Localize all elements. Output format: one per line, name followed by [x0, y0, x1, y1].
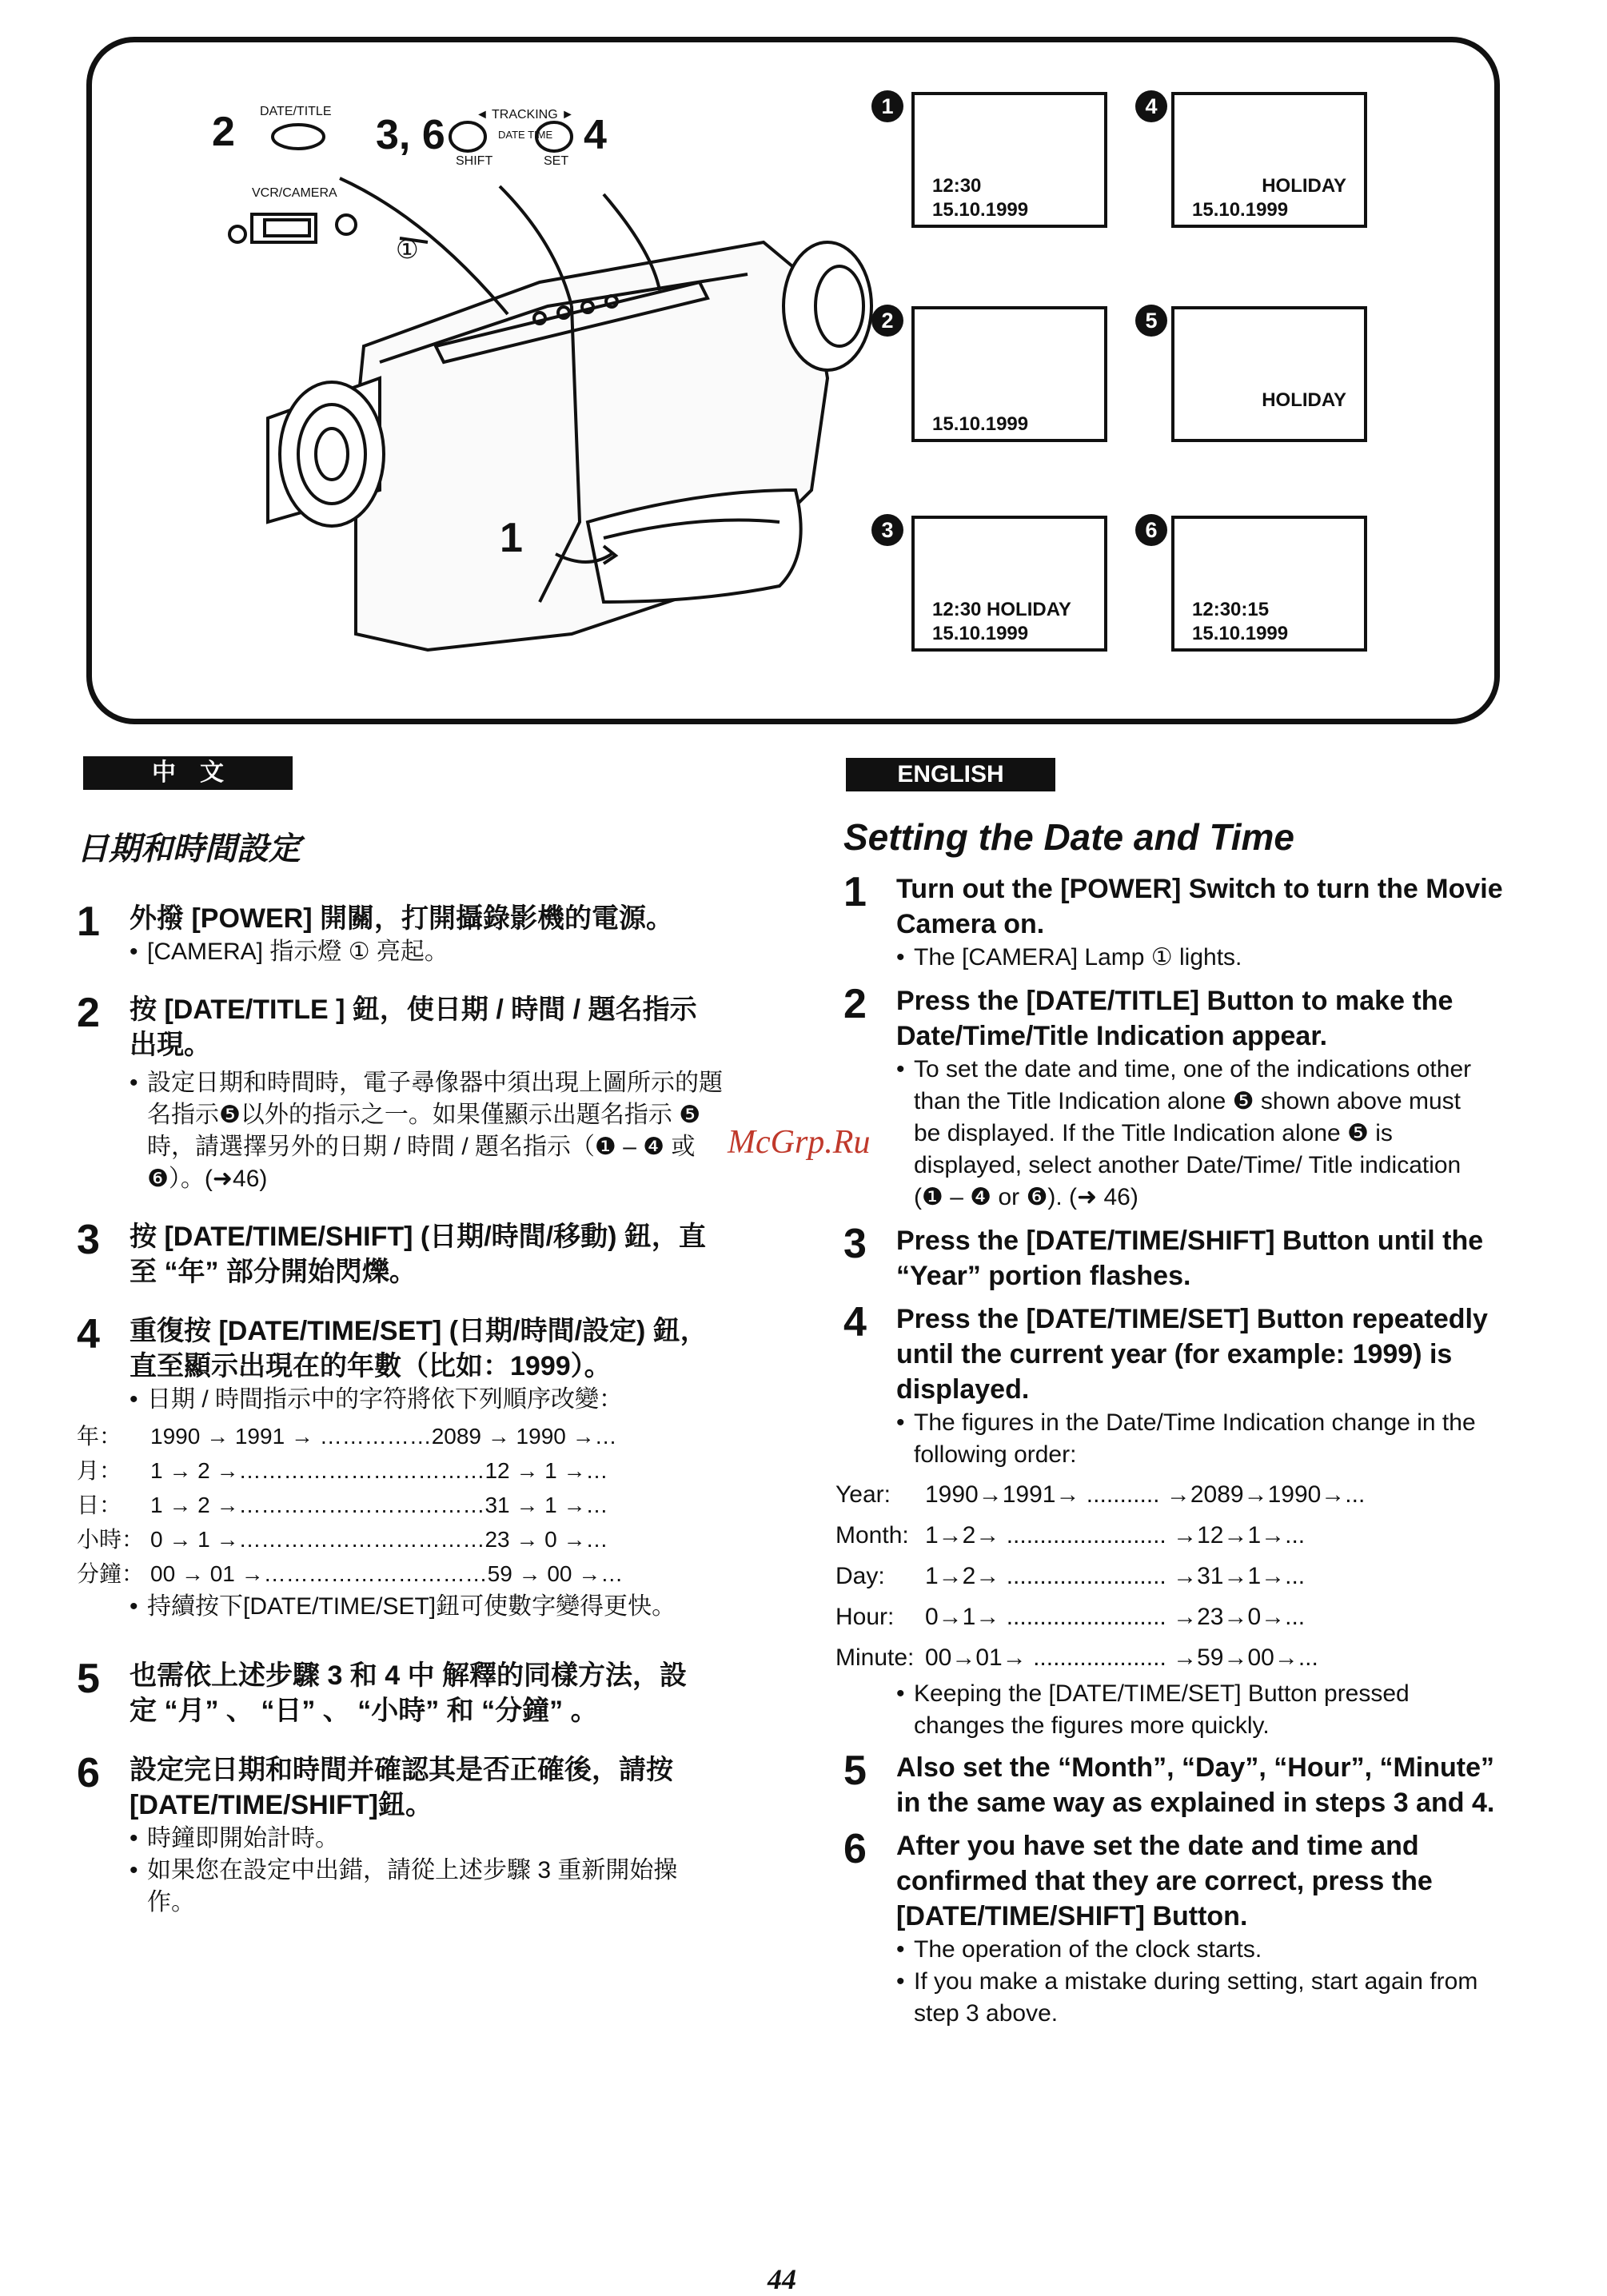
zh-step-bullet: • [CAMERA] 指示燈 ① 亮起。	[130, 936, 732, 968]
screen-5-line2: HOLIDAY	[1262, 389, 1346, 411]
step-1-marker: 1	[500, 515, 523, 561]
en-seq-value: 0→1→ ........................ →23→0→...	[925, 1604, 1306, 1630]
zh-step-heading: 重復按 [DATE/TIME/SET] (日期/時間/設定) 鈕，直至顯示出現在的年數（比如：1999）。	[130, 1316, 708, 1381]
en-step-heading: After you have set the date and time and confirmed that they are correct, press the [DATE/TIME/SHIFT] Button.	[896, 1831, 1433, 1931]
screen-3-line1: 12:30 HOLIDAY	[932, 599, 1071, 620]
zh-step-heading: 按 [DATE/TIME/SHIFT] (日期/時間/移動) 鈕，直至 “年” 部分開始閃爍。	[130, 1222, 706, 1287]
screen-6	[1171, 516, 1367, 652]
en-step-6	[843, 1828, 1547, 2030]
tracking-label: ◄ TRACKING ►	[476, 108, 574, 122]
en-step-bullet: • The operation of the clock starts.	[896, 1934, 1547, 1966]
en-seq-key: Month:	[835, 1522, 909, 1549]
zh-seq-row	[77, 1557, 732, 1591]
en-seq-key: Hour:	[835, 1604, 895, 1630]
screen-3	[911, 516, 1107, 652]
date-title-button-label: DATE/TITLE	[260, 105, 332, 118]
camera-lamp-callout: ①	[396, 235, 419, 264]
en-step-number: 1	[843, 869, 867, 915]
zh-step-2	[77, 992, 732, 1195]
zh-step-heading: 設定完日期和時間并確認其是否正確後，請按 [DATE/TIME/SHIFT]鈕。	[130, 1755, 673, 1820]
vcr-camera-label: VCR/CAMERA	[252, 186, 337, 200]
screen-2	[911, 306, 1107, 442]
zh-seq-value: 1990 → 1991 → ……………2089 → 1990 →…	[150, 1424, 617, 1449]
english-title: Setting the Date and Time	[843, 816, 1295, 858]
en-seq-key: Minute:	[835, 1644, 915, 1671]
zh-seq-value: 00 → 01 →…………………………59 → 00 →…	[150, 1561, 624, 1586]
zh-step-number: 6	[77, 1750, 100, 1796]
zh-seq-row	[77, 1522, 732, 1557]
screen-badge-5: 5	[1135, 305, 1167, 337]
watermark: McGrp.Ru	[728, 1124, 871, 1161]
zh-seq-row	[77, 1453, 732, 1488]
screen-badge-2: 2	[871, 305, 903, 337]
screen-5	[1171, 306, 1367, 442]
en-seq-value: 1990→1991→ ........... →2089→1990→...	[925, 1481, 1366, 1508]
zh-seq-key: 年：	[77, 1424, 122, 1449]
zh-step-6	[77, 1752, 732, 1919]
zh-step-number: 3	[77, 1217, 100, 1263]
shift-label: SHIFT	[456, 154, 493, 168]
en-step-4	[843, 1301, 1547, 1471]
english-section-tag: ENGLISH	[846, 758, 1055, 791]
en-step-5	[843, 1750, 1547, 1820]
en-step-2	[843, 983, 1547, 1214]
en-step-bullet: • The figures in the Date/Time Indication change in the following order:	[896, 1407, 1489, 1471]
screen-badge-1: 1	[871, 90, 903, 122]
zh-step-number: 1	[77, 899, 100, 945]
screen-4	[1171, 92, 1367, 228]
en-step-number: 2	[843, 981, 867, 1027]
en-step-heading: Also set the “Month”, “Day”, “Hour”, “Minute” in the same way as explained in steps 3 and 4.	[896, 1752, 1495, 1818]
chinese-column	[77, 823, 732, 1919]
step-3-6-marker: 3, 6	[376, 112, 445, 158]
screen-6-line1: 12:30:15	[1192, 599, 1270, 620]
en-step-heading: Press the [DATE/TITLE] Button to make the Date/Time/Title Indication appear.	[896, 986, 1453, 1051]
zh-step-bullet: • 日期 / 時間指示中的字符將依下列順序改變：	[130, 1384, 732, 1416]
zh-seq-key: 月：	[77, 1458, 122, 1483]
en-step-bullet: • If you make a mistake during setting, start again from step 3 above.	[896, 1966, 1489, 2030]
screen-3-line2: 15.10.1999	[932, 623, 1029, 644]
zh-after-sequence-note: • 持續按下[DATE/TIME/SET]鈕可使數字變得更快。	[130, 1591, 732, 1623]
chinese-title: 日期和時間設定	[77, 831, 301, 867]
screen-6-line2: 15.10.1999	[1192, 623, 1289, 644]
zh-step-5	[77, 1658, 732, 1728]
zh-seq-value: 1 → 2 →……………………………31 → 1 →…	[150, 1493, 608, 1517]
en-step-1	[843, 871, 1547, 974]
zh-step-number: 5	[77, 1656, 100, 1702]
screen-badge-3: 3	[871, 514, 903, 546]
zh-step-bullet: • 設定日期和時間時，電子尋像器中須出現上圖所示的題名指示❺以外的指示之一。如果僅顯示出題名指示 ❺ 時，請選擇另外的日期 / 時間 / 題名指示（❶ – ❹ 或 ❻）。(➜46)	[130, 1067, 723, 1195]
zh-seq-row	[77, 1488, 732, 1522]
en-step-number: 3	[843, 1221, 867, 1267]
en-sequence-table	[835, 1474, 1547, 1742]
date-time-label: DATE TIME	[498, 129, 553, 141]
zh-step-bullet: • 時鐘即開始計時。	[130, 1823, 732, 1855]
en-step-heading: Press the [DATE/TIME/SET] Button repeatedly until the current year (for example: 1999) is displayed.	[896, 1304, 1488, 1405]
zh-seq-value: 0 → 1 →……………………………23 → 0 →…	[150, 1527, 608, 1552]
zh-step-number: 4	[77, 1311, 100, 1357]
en-seq-key: Year:	[835, 1481, 891, 1508]
en-after-sequence-note: • Keeping the [DATE/TIME/SET] Button pressed changes the figures more quickly.	[896, 1678, 1473, 1742]
en-step-heading: Turn out the [POWER] Switch to turn the Movie Camera on.	[896, 874, 1503, 939]
zh-seq-key: 分鐘：	[77, 1561, 145, 1586]
english-column	[835, 815, 1547, 2030]
chinese-section-tag: 中 文	[83, 756, 293, 790]
en-seq-row	[835, 1515, 1547, 1556]
screen-2-line2: 15.10.1999	[932, 413, 1029, 435]
zh-step-heading: 也需依上述步驟 3 和 4 中 解釋的同樣方法，設定 “月” 、 “日” 、 “小時” 和 “分鐘” 。	[130, 1660, 688, 1726]
en-step-number: 4	[843, 1299, 867, 1345]
en-seq-key: Day:	[835, 1563, 885, 1589]
en-step-number: 6	[843, 1826, 867, 1872]
en-step-heading: Press the [DATE/TIME/SHIFT] Button until the “Year” portion flashes.	[896, 1226, 1484, 1291]
en-seq-value: 00→01→ .................... →59→00→...	[925, 1644, 1318, 1671]
step-2-marker: 2	[212, 109, 235, 155]
set-label: SET	[544, 154, 569, 168]
zh-step-heading: 按 [DATE/TITLE ] 鈕，使日期 / 時間 / 題名指示出現。	[130, 995, 697, 1060]
en-seq-value: 1→2→ ........................ →12→1→...	[925, 1522, 1306, 1549]
zh-step-heading: 外撥 [POWER] 開關，打開攝錄影機的電源。	[130, 903, 673, 934]
illustration-panel	[86, 37, 1500, 724]
zh-seq-row	[77, 1419, 732, 1453]
screen-badge-6: 6	[1135, 514, 1167, 546]
en-seq-value: 1→2→ ........................ →31→1→...	[925, 1563, 1306, 1589]
zh-step-number: 2	[77, 990, 100, 1036]
screen-4-line1: HOLIDAY	[1262, 175, 1346, 197]
zh-seq-key: 日：	[77, 1493, 122, 1517]
zh-step-4	[77, 1313, 732, 1416]
en-step-bullet: • To set the date and time, one of the indications other than the Title Indication alone ❺ shown above must be displayed. If the Title Indication alone ❺ is displayed, select another Date/Time/ Title indication (❶ – ❹ or ❻). (➜ 46)	[896, 1054, 1473, 1214]
screen-1	[911, 92, 1107, 228]
zh-sequence-table	[77, 1419, 732, 1623]
zh-seq-key: 小時：	[77, 1527, 145, 1552]
zh-step-3	[77, 1219, 732, 1290]
screen-badge-4: 4	[1135, 90, 1167, 122]
zh-step-1	[77, 901, 732, 968]
screen-1-line1: 12:30	[932, 175, 982, 197]
en-seq-row	[835, 1474, 1547, 1515]
en-seq-row	[835, 1637, 1547, 1678]
zh-step-bullet: • 如果您在設定中出錯，請從上述步驟 3 重新開始操作。	[130, 1855, 723, 1919]
zh-seq-value: 1 → 2 →……………………………12 → 1 →…	[150, 1458, 608, 1483]
page-number: 44	[768, 2263, 796, 2295]
screen-1-line2: 15.10.1999	[932, 199, 1029, 221]
en-step-3	[843, 1223, 1547, 1293]
en-seq-row	[835, 1596, 1547, 1637]
en-seq-row	[835, 1556, 1547, 1596]
screen-4-line2: 15.10.1999	[1192, 199, 1289, 221]
en-step-bullet: • The [CAMERA] Lamp ① lights.	[896, 942, 1547, 974]
en-step-number: 5	[843, 1748, 867, 1794]
step-4-marker: 4	[584, 112, 607, 158]
